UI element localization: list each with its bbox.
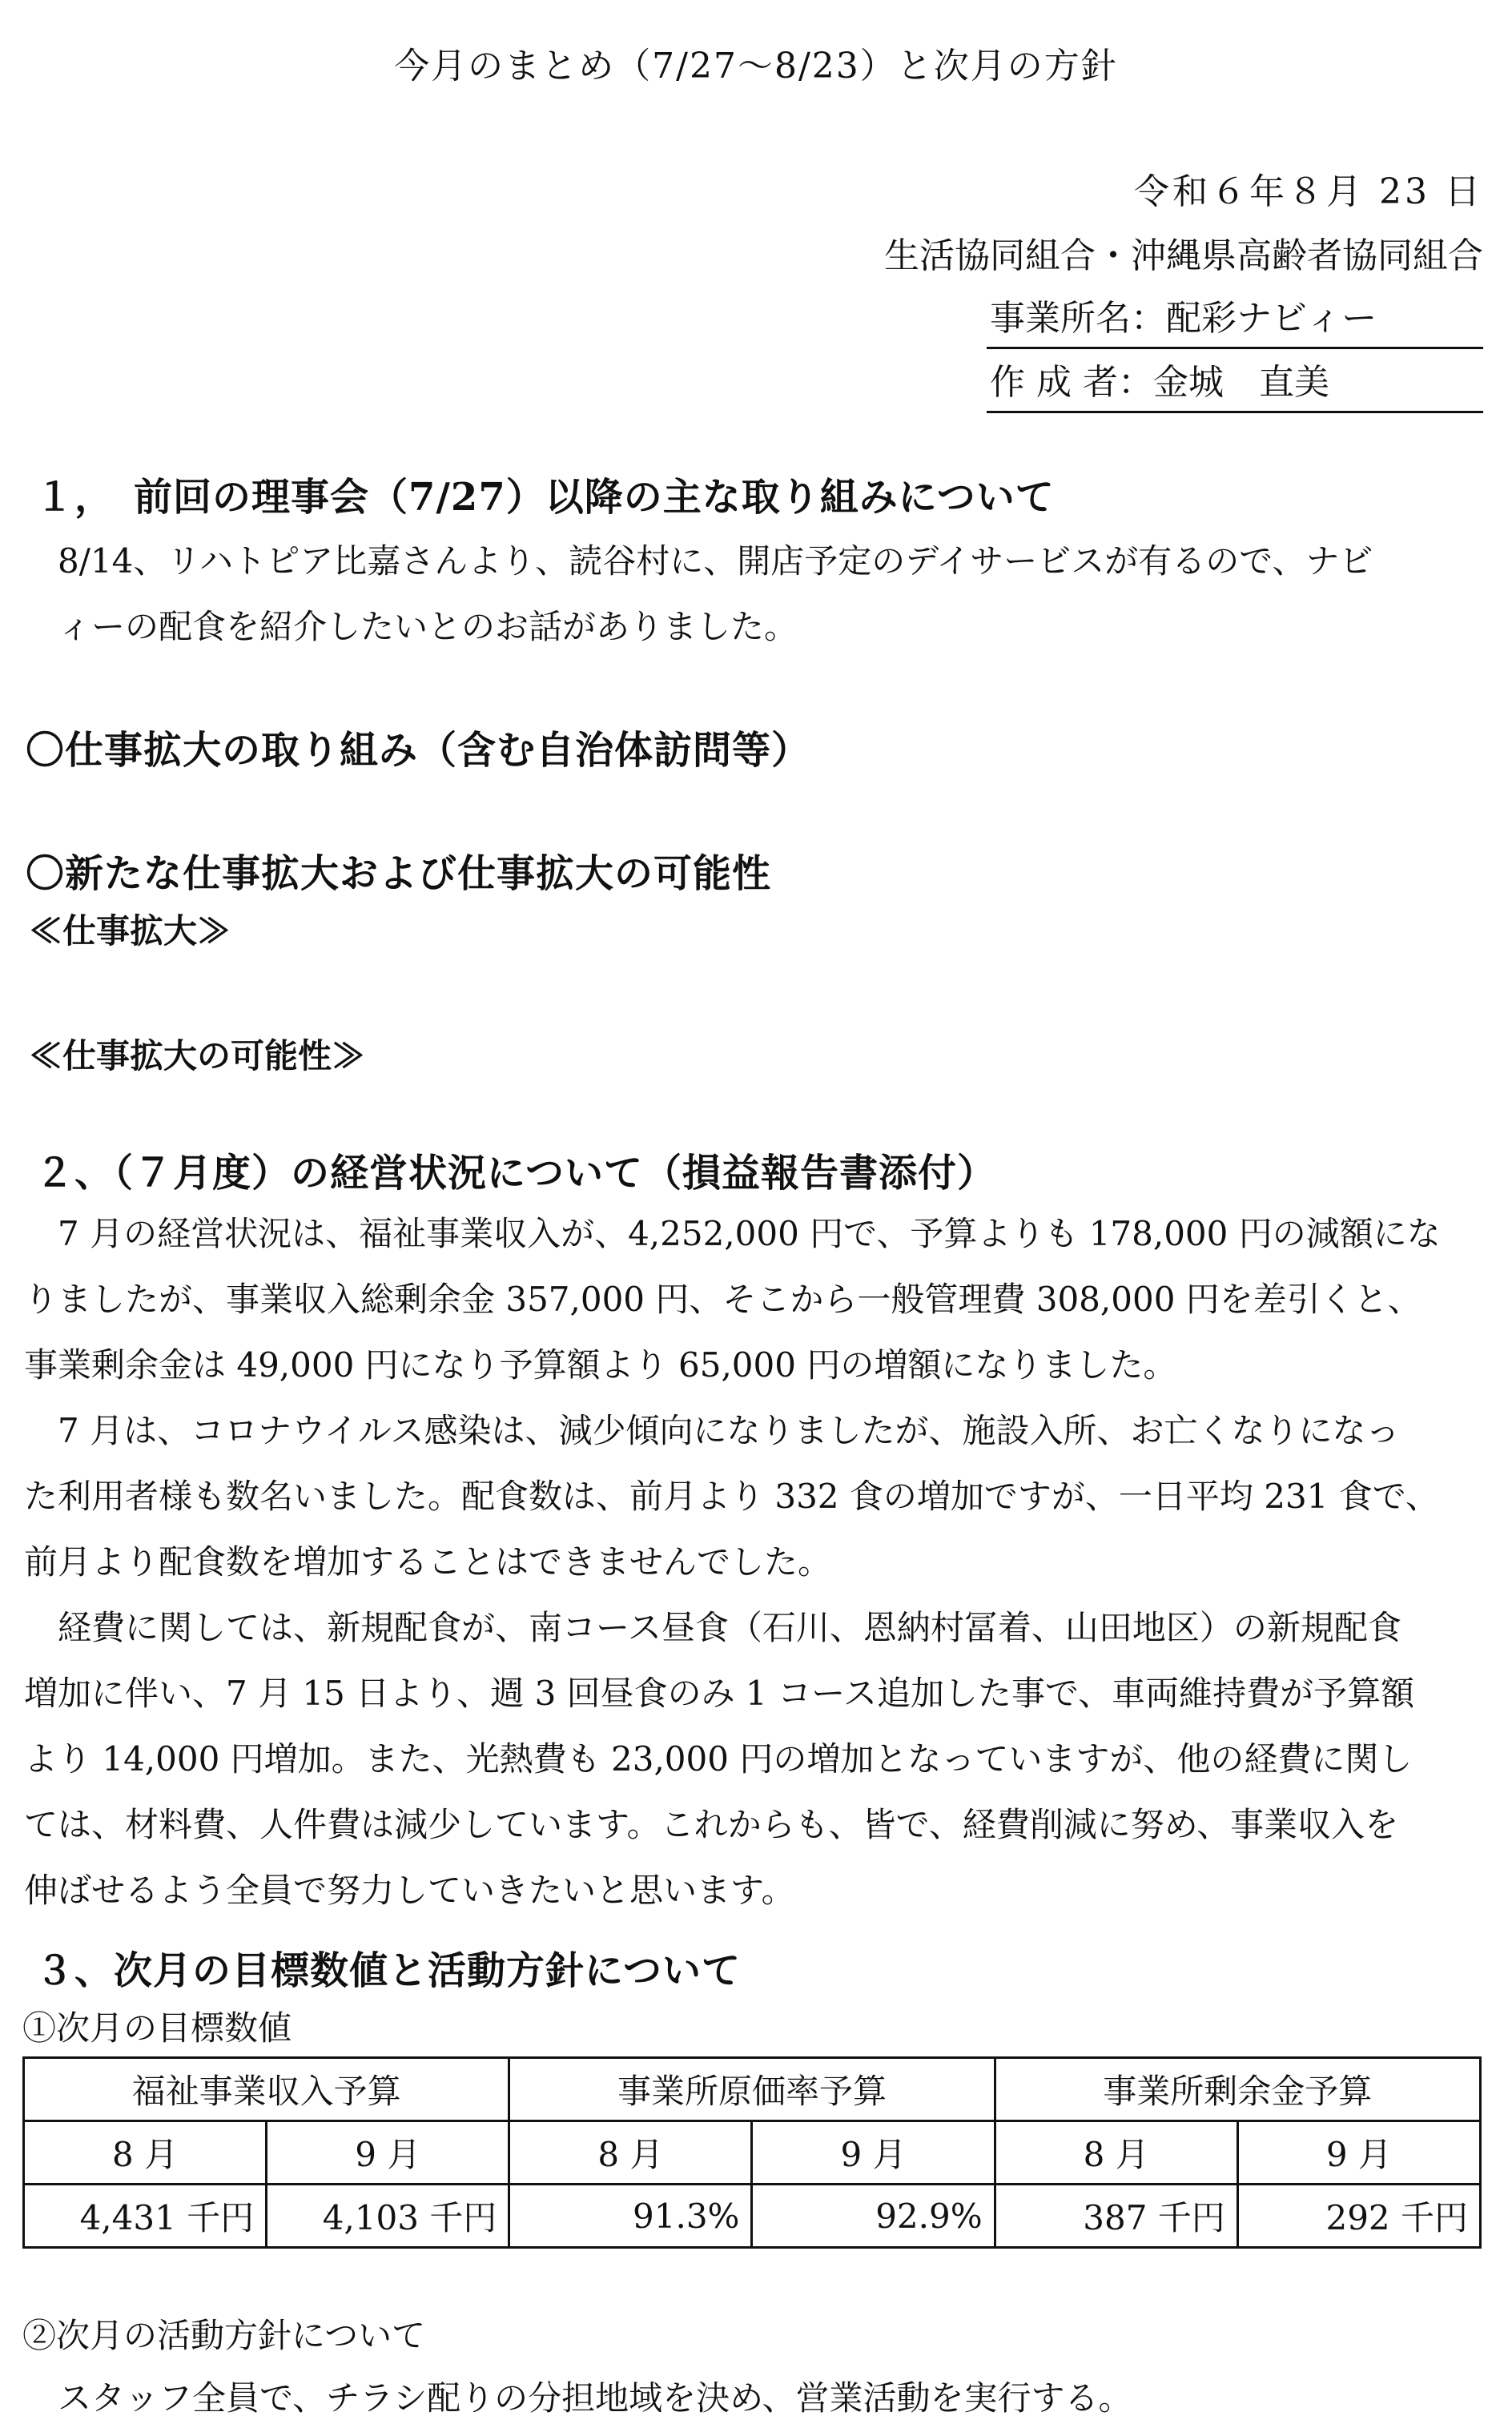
value-cell: 91.3% <box>509 2185 752 2248</box>
table-row <box>24 2058 1481 2121</box>
section1-sub-possibility: ≪仕事拡大の可能性≫ <box>29 1036 366 1075</box>
document-title: 今月のまとめ（7/27～8/23）と次月の方針 <box>394 46 1118 86</box>
section2-line: 経費に関しては、新規配食が、南コース昼食（石川、恩納村冨着、山田地区）の新規配食 <box>58 1608 1401 1647</box>
section2-heading: ２、（７月度）の経営状況について（損益報告書添付） <box>35 1151 997 1196</box>
group-header-revenue: 福祉事業収入予算 <box>24 2058 509 2121</box>
organization-name: 生活協同組合・沖縄県高齢者協同組合 <box>884 235 1483 276</box>
month-cell: 9 月 <box>267 2121 509 2185</box>
group-header-surplus: 事業所剰余金予算 <box>995 2058 1480 2121</box>
value-cell: 92.9% <box>752 2185 995 2248</box>
section2-line: より 14,000 円増加。また、光熱費も 23,000 円の増加となっていますが、他の経費に関し <box>24 1739 1413 1779</box>
month-cell: 9 月 <box>752 2121 995 2185</box>
section1-body <box>58 529 1483 660</box>
section2-line: りましたが、事業収入総剰余金 357,000 円、そこから一般管理費 308,000 円を差引くと、 <box>24 1280 1422 1319</box>
section2-line: 7 月は、コロナウイルス感染は、減少傾向になりましたが、施設入所、お亡くなりになっ <box>58 1411 1400 1450</box>
section2-line: 伸ばせるよう全員で努力していきたいと思います。 <box>24 1871 795 1910</box>
section1-sub-expansion: ≪仕事拡大≫ <box>29 911 231 951</box>
value-cell: 4,431 千円 <box>24 2185 267 2248</box>
table-row <box>24 2121 1481 2185</box>
section2-line: た利用者様も数名いました。配食数は、前月より 332 食の増加ですが、一日平均 231 食で、 <box>24 1477 1439 1516</box>
section2-line: ては、材料費、人件費は減少しています。これからも、皆で、経費削減に努め、事業収入を <box>24 1805 1399 1844</box>
document-header <box>884 160 1483 416</box>
value-cell: 387 千円 <box>995 2185 1237 2248</box>
table-row <box>24 2185 1481 2248</box>
section1-item-new-expansion: 〇新たな仕事拡大および仕事拡大の可能性 <box>26 851 772 896</box>
section3-heading: ３、次月の目標数値と活動方針について <box>35 1948 742 1993</box>
section2-line: 事業剰余金は 49,000 円になり予算額より 65,000 円の増額になりました。 <box>24 1345 1177 1385</box>
month-cell: 9 月 <box>1237 2121 1480 2185</box>
report-date: 令和６年８月 23 日 <box>1134 171 1483 212</box>
section3-policy-text: スタッフ全員で、チラシ配りの分担地域を決め、営業活動を実行する。 <box>58 2378 1132 2418</box>
office-name: 事業所名：配彩ナビィー <box>987 288 1483 349</box>
group-header-cost-ratio: 事業所原価率予算 <box>509 2058 995 2121</box>
month-cell: 8 月 <box>24 2121 267 2185</box>
section2-line: 7 月の経営状況は、福祉事業収入が、4,252,000 円で、予算よりも 178,000 円の減額にな <box>58 1214 1441 1253</box>
section2-body <box>24 1201 1490 1924</box>
value-cell: 4,103 千円 <box>267 2185 509 2248</box>
section1-item-expansion: 〇仕事拡大の取り組み（含む自治体訪問等） <box>26 728 811 773</box>
section3-policy-label: ②次月の活動方針について <box>22 2316 426 2355</box>
month-cell: 8 月 <box>995 2121 1237 2185</box>
section2-line: 増加に伴い、7 月 15 日より、週 3 回昼食のみ 1 コース追加した事で、車両維持費が予算額 <box>24 1674 1415 1713</box>
author-name: 作 成 者：金城 直美 <box>987 352 1483 413</box>
section3-targets-label: ①次月の目標数値 <box>22 2008 292 2048</box>
value-cell: 292 千円 <box>1237 2185 1480 2248</box>
month-cell: 8 月 <box>509 2121 752 2185</box>
section1-heading: １， 前回の理事会（7/27）以降の主な取り組みについて <box>35 475 1055 520</box>
section1-line: 8/14、リハトピア比嘉さんより、読谷村に、開店予定のデイサービスが有るので、ナビ <box>58 541 1373 581</box>
section1-line: ィーの配食を紹介したいとのお話がありました。 <box>58 607 798 646</box>
section2-line: 前月より配食数を増加することはできませんでした。 <box>24 1542 832 1582</box>
targets-table <box>22 2056 1482 2249</box>
